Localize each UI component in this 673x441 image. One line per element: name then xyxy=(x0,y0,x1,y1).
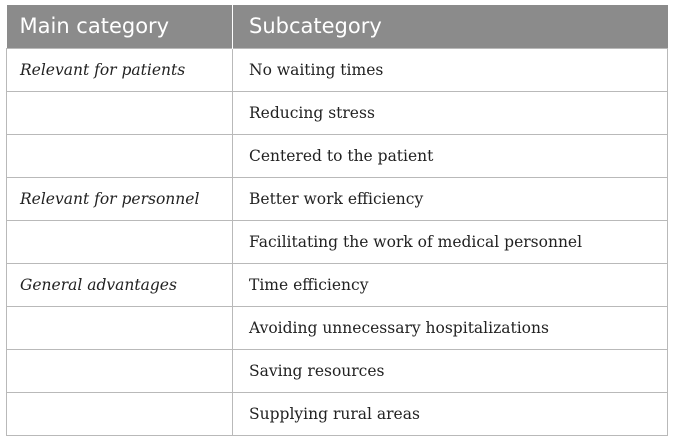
main-category-cell xyxy=(7,349,233,392)
table-header-row xyxy=(7,5,668,48)
category-table xyxy=(6,5,668,436)
subcategory-cell: No waiting times xyxy=(233,48,668,91)
subcategory-cell: Centered to the patient xyxy=(233,134,668,177)
subcategory-cell: Reducing stress xyxy=(233,91,668,134)
main-category-cell xyxy=(7,220,233,263)
main-category-cell xyxy=(7,134,233,177)
table-row xyxy=(7,220,668,263)
subcategory-cell: Avoiding unnecessary hospitalizations xyxy=(233,306,668,349)
main-category-cell xyxy=(7,392,233,435)
subcategory-cell: Better work efficiency xyxy=(233,177,668,220)
table-row xyxy=(7,306,668,349)
main-category-cell: Relevant for patients xyxy=(7,48,233,91)
table-row xyxy=(7,177,668,220)
table-row xyxy=(7,134,668,177)
subcategory-cell: Time efficiency xyxy=(233,263,668,306)
subcategory-cell: Saving resources xyxy=(233,349,668,392)
subcategory-cell: Facilitating the work of medical personnel xyxy=(233,220,668,263)
header-main-category: Main category xyxy=(7,5,233,48)
main-category-cell xyxy=(7,306,233,349)
main-category-cell: Relevant for personnel xyxy=(7,177,233,220)
table-row xyxy=(7,263,668,306)
table-row xyxy=(7,91,668,134)
table-row xyxy=(7,392,668,435)
main-category-cell: General advantages xyxy=(7,263,233,306)
header-subcategory: Subcategory xyxy=(233,5,668,48)
table-row xyxy=(7,48,668,91)
main-category-cell xyxy=(7,91,233,134)
table-row xyxy=(7,349,668,392)
subcategory-cell: Supplying rural areas xyxy=(233,392,668,435)
